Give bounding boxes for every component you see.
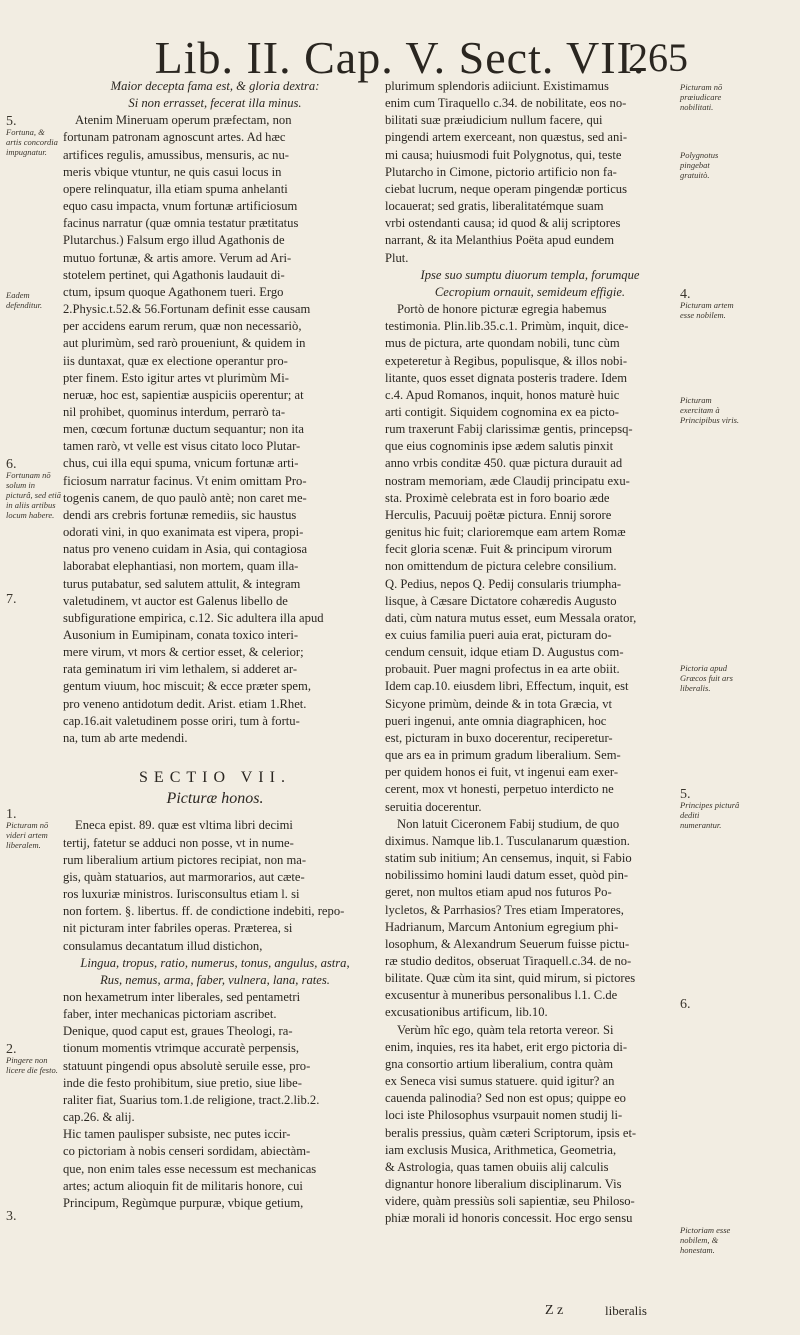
distich-line: Lingua, tropus, ratio, numerus, tonus, angulus, astra, [80,955,350,970]
paragraph [385,816,675,1022]
margin-note [680,150,740,180]
paragraph [63,989,367,1212]
margin-number: 2. [6,1042,17,1057]
text-line: lisque, à Cæsare Dictatore cohæredis Augusto [385,593,617,608]
text-line: inde die festo prohibitum, siue pretio, siue libe- [63,1075,302,1090]
margin-text: Picturam artem esse nobilem. [680,300,734,320]
paragraph [63,817,367,954]
spacer [63,747,367,761]
margin-number: 3. [6,1209,17,1224]
text-line: pueri ingenui, ante omnia diagraphicen, hoc [385,713,607,728]
margin-text: Picturam nō videri artem liberalem. [6,820,49,850]
text-line: Sicyone primùm, deinde & in tota Græcia, vt [385,696,612,711]
text-line: aut plurimùm, sed rarò proueniunt, & quidem in [63,336,306,351]
text-line: co pictoriam à nobis censeri sordidam, abiectàm- [63,1144,311,1159]
text-line: artes; actum alioquin fit de militaris honore, cui [63,1178,303,1193]
text-line: cerent, mox vt honesti, perpetuo interdicto ne [385,782,614,797]
text-line: dendi ars crebris fortunæ remediis, sic haustus [63,507,297,522]
text-line: tamen rarò, vt velle est visus citato loco Plutar- [63,439,301,454]
text-line: cap.26. & alij. [63,1110,135,1125]
left-column [63,78,367,1212]
text-line: artifices regulis, amussibus, mensuris, ac nu- [63,147,289,162]
catchword: liberalis [605,1303,647,1318]
margin-text: Polygnotus pingebat gratuitò. [680,150,719,180]
text-line: Herculis, Pacuuij poëtæ pictura. Ennij sorore [385,507,612,522]
text-line: facinus narratur (quæ omnia testatur prætitatus [63,216,299,231]
text-line: que eius cognominis ipse ædem salutis pinxit [385,439,614,454]
text-line: bilitati suæ præiudicium nullum facere, qui [385,113,603,128]
text-line: narrant, & ita Melanthius Poëta apud eundem [385,233,615,248]
text-line: meris vbique vtuntur, ne quis casui locus in [63,164,282,179]
margin-note [680,663,740,693]
text-line: geret, non multos etiam apud nos futuros Po- [385,885,612,900]
text-line: dignantur honore liberalium disciplinarum. Vis [385,1177,622,1191]
text-line: bilitate. Quæ cùm ita sint, quid mirum, si pictores [385,971,636,986]
text-line: que ars ea in primum gradum liberalium. Sem- [385,748,621,763]
text-line: que, non enim tales esse necessum est mechanicas [63,1161,317,1176]
text-line: excusentur à muneribus personalibus l.1. C.de [385,988,618,1003]
text-line: natus pro veneno cuidam in Asia, qui contagiosa [63,542,308,557]
text-line: expeteretur à Regibus, populisque, & illos nobi- [385,353,628,368]
text-line: nobilissimo homini laudi datum esset, quòd pin- [385,868,629,883]
text-line: Eneca epist. 89. quæ est vltima libri decimi [75,818,293,833]
text-line: Idem cap.10. eiusdem libri, Effectum, inquit, est [385,679,629,694]
text-line: equo casu impacta, vnum fortunæ artificiosum [63,199,298,214]
text-line: statuunt pingendi opus absolutè seruile esse, pro- [63,1058,311,1073]
margin-note [680,287,740,320]
text-line: non fortem. §. libertus. ff. de condictione indebiti, repo- [63,904,345,919]
text-line: ficiosum narratur facinus. Vt enim omittam Pro- [63,473,307,488]
text-line: rum traxerunt Fabij clarissimæ gentis, princepsq- [385,422,633,437]
text-line: c.4. Apud Romanos, inquit, honos maturè huic [385,387,620,402]
text-line: 2.Physic.t.52.& 56.Fortunam definit esse causam [63,302,311,317]
text-line: pro veneno antidotum dedit. Arist. etiam 1.Rhet. [63,696,307,711]
margin-note [680,395,740,425]
text-line: Hic tamen paulisper subsiste, nec putes iccir- [63,1127,291,1142]
text-line: Verùm hîc ego, quàm tela retorta vereor. Si [397,1022,614,1037]
text-line: losophum, & Alexandrum Seuerum fuisse pictu- [385,936,630,951]
text-line: fecit gloria scenæ. Fuit & principum virorum [385,542,612,557]
section-heading: SECTIO VII. [139,769,291,787]
text-line: subfiguratione empirica, c.12. Sic adultera illa apud [63,610,324,625]
margin-text: Pictoriam esse nobilem, & honestam. [680,1225,731,1255]
text-line: odorati vini, in quo exanimata est vipera, propi- [63,525,304,540]
text-line: iam exclusis Musica, Arithmetica, Geometria, [385,1142,617,1157]
text-line: Portò de honore picturæ egregia habemus [397,302,607,317]
signature-mark: Z z [545,1303,564,1318]
text-line: videre, quàm pressiùs soli sapientiæ, seu Philoso- [385,1194,635,1209]
margin-number: 6. [680,997,691,1012]
text-line: Plut. [385,250,409,265]
text-line: vrbi ostendanti causa; id quod & alij scriptores [385,216,621,231]
text-line: statim sub initium; An censemus, inquit, si Fabio [385,851,632,866]
text-line: probauit. Puer magni profectus in ea arte obiit. [385,662,620,677]
text-line: gis, quàm statuarios, aut marmorarios, aut cæte- [63,869,305,884]
margin-note [680,1225,740,1255]
text-line: phiæ morali id honoris concessit. Hoc ergo sensu [385,1211,633,1226]
text-line: nostram memoriam, æde Claudij principatu exu- [385,473,630,488]
text-line: nil prohibet, quominus interdum, perrarò ta- [63,404,286,419]
margin-note [680,82,740,112]
text-line: gna consortio artium liberalium, contra quàm [385,1056,614,1071]
text-line: ros luxuriæ ministros. Iurisconsultus etiam l. si [63,887,300,902]
right-column [385,78,675,1227]
margin-text: Pictoria apud Græcos fuit ars liberalis. [680,663,733,693]
text-line: tionum momentis vtrimque accuratè perpensis, [63,1041,300,1056]
text-line: Atenim Mineruam operum præfectam, non [75,113,292,128]
text-line: cap.16.ait valetudinem posse oriri, tum à fortu- [63,713,300,728]
margin-text: Picturam exercitam à Principibus viris. [680,395,740,425]
margin-text: Fortunam nō solum in picturâ, sed etiā in aliis artibus locum habere. [6,470,62,520]
text-line: ræ studio deditos, obseruat Tiraquell.c.34. de no- [385,953,632,968]
distich-line: Rus, nemus, arma, faber, vulnera, lana, rates. [100,972,330,987]
running-title: Lib. II. Cap. V. Sect. VII. [154,32,646,83]
text-line: Plutarchus.) Falsum ergo illud Agathonis de [63,233,285,248]
section-subheading: Picturæ honos. [166,790,264,808]
text-line: men, cœcum fortunæ ductum sequantur; non ita [63,422,304,437]
paragraph [385,78,675,267]
text-line: mus de pictura, arte quondam nobili, tunc cùm [385,336,620,351]
text-line: consulamus decantatum illud distichon, [63,938,263,953]
margin-note [6,457,62,520]
verse-line: Si non errasset, fecerat illa minus. [128,96,302,111]
text-line: enim, inquies, res ita habet, erit ergo pictoria di- [385,1039,628,1054]
margin-note [6,807,62,850]
text-line: testimonia. Plin.lib.35.c.1. Primùm, inquit, dice- [385,319,629,334]
text-line: non hexametrum inter liberales, sed pentametri [63,989,301,1004]
margin-number: 4. [680,287,691,302]
text-line: & Astrologia, quas tamen obuiis alij calculis [385,1159,609,1174]
text-line: rum liberalium artium pictores recipiat, non ma- [63,852,307,867]
margin-number: 7. [6,592,17,607]
text-line: turus putabatur, sed salutem attulit, & integram [63,576,301,591]
text-line: ex cuius familia pueri auia erat, picturam do- [385,628,612,642]
text-line: arti contigit. Siquidem cognomina ex ea picto- [385,404,619,419]
text-line: mere virum, vt mors & certior esset, & celerior; [63,645,304,660]
text-line: plurimum splendoris adiiciunt. Existimamus [385,79,609,93]
text-line: pter finem. Esto igitur artes vt plurimùm Mi- [63,370,289,385]
margin-text: Eadem defenditur. [6,290,43,310]
margin-number: 5. [6,114,17,129]
text-line: beralis pressius, quàm cæteri Scriptorum, ipsis et- [385,1125,637,1140]
margin-text: Picturam nō præiudicare nobilitati. [680,82,723,112]
text-line: Principum, Regùmque purpuræ, vbique getium, [63,1195,304,1210]
margin-text: Principes picturâ dediti numerantur. [680,800,740,830]
margin-number: 6. [6,457,17,472]
margin-text: Pingere non licere die festo. [6,1055,58,1075]
text-line: locauerat; sed gratis, liberalitatémque suam [385,199,604,214]
text-line: loci iste Philosophus vsurpauit nomen studij li- [385,1108,623,1123]
text-line: valetudinem, vt auctor est Galenus libello de [63,593,288,608]
margin-note [680,997,740,1012]
text-line: lycletos, & Parrhasios? Tres etiam Imperatores, [385,902,624,917]
text-line: dati, cùm natura mutus esset, eum Messala orator, [385,610,637,625]
paragraph [385,301,675,816]
text-line: mi causa; huiusmodi fuit Polygnotus, qui, teste [385,147,622,162]
margin-note [6,1209,62,1224]
text-line: seruitia docerentur. [385,799,482,814]
text-line: ex Seneca visi sumus statuere. quid igitur? an [385,1074,615,1089]
text-line: ctum, ipsum quoque Agathonem tueri. Ergo [63,284,284,299]
text-line: laborabat elephantiasi, non mortem, quam illa- [63,559,299,574]
text-line: Ausonium in Eumipinam, conata toxico interi- [63,628,299,642]
text-line: Denique, quod caput est, graues Theologi, ra- [63,1024,293,1039]
text-line: per accidens earum rerum, quæ non necessariò, [63,319,302,334]
text-line: stotelem pertinet, qui Agathonis laudauit di- [63,267,285,282]
text-line: gentum viuum, hoc miscuit; & ecce præter spem, [63,679,311,694]
text-line: Plutarcho in Cimone, pictorio artificio non fa- [385,164,617,179]
paragraph [63,112,367,747]
text-line: neruæ, hoc est, sapientiæ auspiciis operentur; at [63,387,304,402]
margin-text: Fortuna, & artis concordia impugnatur. [6,127,58,157]
margin-number: 5. [680,787,691,802]
text-line: non omittendum de pictura celebre consilium. [385,559,617,574]
verse-line: Ipse suo sumptu diuorum templa, forumque [420,267,640,282]
text-line: sta. Proximè celebrata est in foro boario æde [385,490,610,505]
text-line: Non latuit Ciceronem Fabij studium, de quo [397,816,620,831]
margin-note [6,592,62,607]
margin-note [680,787,740,830]
text-line: iis duntaxat, quæ ex electione operantur pro- [63,353,288,368]
text-line: anno vrbis conditæ 450. quæ pictura durauit ad [385,456,623,471]
paragraph [385,1022,675,1228]
margin-note [6,1042,62,1075]
verse-line: Maior decepta fama est, & gloria dextra: [110,79,320,93]
text-line: cauenda palinodia? Sed non est opus; quippe eo [385,1091,626,1106]
text-line: litante, quos esset dignata posteris tradere. Idem [385,370,628,385]
text-line: raliter fiat, Suarius tom.1.de religione, tract.2.lib.2. [63,1092,320,1107]
text-line: togenis canem, de quo paulò antè; non caret me- [63,490,307,505]
text-line: mutuo fortunæ, & artis amore. Verum ad Ari- [63,250,292,265]
text-line: genitus hic fuit; clarioremque eam artem Romæ [385,525,626,540]
page-number: 265 [628,35,688,80]
text-line: Q. Pedius, nepos Q. Pedij consularis triumpha- [385,576,622,591]
text-line: pingendi artem exerceant, non quæstus, sed ani- [385,130,628,145]
margin-note [6,290,62,310]
text-line: fortunam patronam agnoscunt artes. Ad hæc [63,130,286,145]
text-line: cendum censuit, idque etiam D. Augustus com- [385,645,624,660]
text-line: nit picturam inter fabriles operas. Præterea, si [63,921,293,936]
text-line: ciebat lucrum, neque operam pingendæ porticus [385,181,628,196]
text-line: est, picturam in buxo docerentur, reciperetur- [385,730,613,745]
text-line: na, tum ab arte medendi. [63,730,188,745]
text-line: chus, cui illa equi spuma, vnicum fortunæ arti- [63,456,299,471]
text-line: faber, inter mechanicas pictoriam ascribet. [63,1007,277,1022]
text-line: excusationibus artificum, lib.10. [385,1005,548,1020]
text-line: diximus. Namque lib.1. Tusculanarum quæstion. [385,833,630,848]
text-line: tertij, fatetur se adduci non posse, vt in nume- [63,835,294,850]
text-line: Hadrianum, Marcum Antonium egregium phi- [385,919,619,934]
text-line: enim cum Tiraquello c.34. de nobilitate, eos no- [385,96,627,111]
margin-note [6,114,62,157]
text-line: opere relinquatur, illa etiam spuma anhelanti [63,181,288,196]
text-line: rata geminatum iri vim lethalem, si adderet ar- [63,662,298,677]
margin-number: 1. [6,807,17,822]
text-line: per quidem honos ei fuit, vt ingenui eam exer- [385,765,619,780]
verse-line: Cecropium ornauit, semideum effigie. [434,284,626,299]
